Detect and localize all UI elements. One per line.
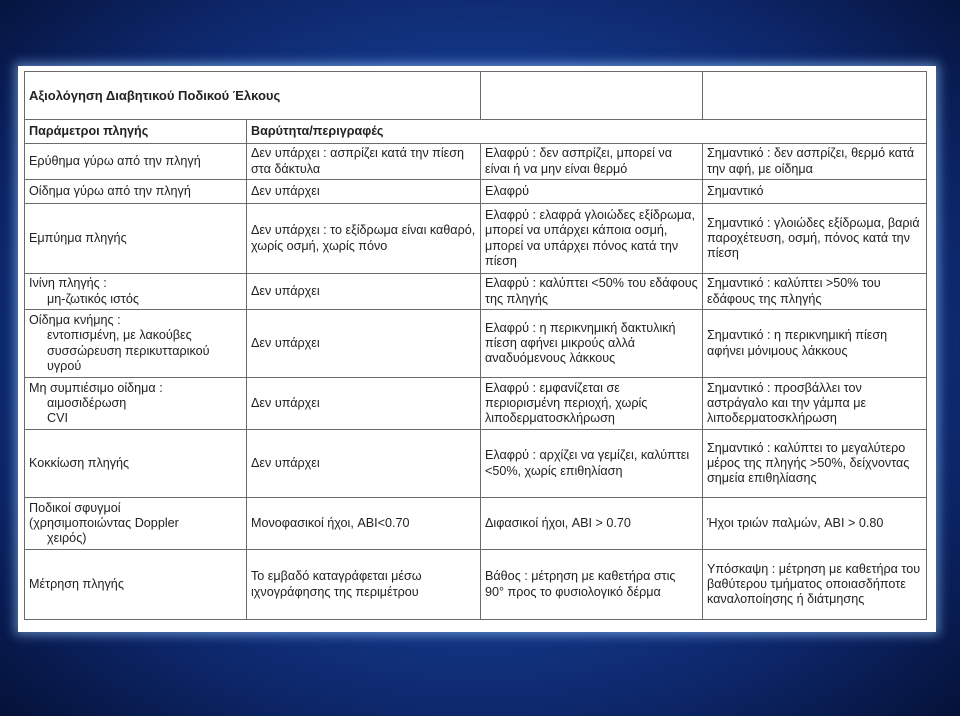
severity-none-cell: Δεν υπάρχει [247,274,481,310]
param-label: Ινίνη πληγής : [29,276,107,291]
param-label: Οίδημα γύρω από την πληγή [29,183,191,198]
param-cell [25,378,247,430]
severity-none-cell: Το εμβαδό καταγράφεται μέσω ιχνογράφησης της περιμέτρου [247,550,481,620]
header-row [25,120,927,144]
empty-cell [703,72,927,120]
assessment-table [24,71,927,620]
severity-significant-cell: Σημαντικό : προσβάλλει τον αστράγαλο και την γάμπα με λιποδερματοσκλήρωση [703,378,927,430]
table-row [25,180,927,204]
severity-mild-cell: Ελαφρύ : αρχίζει να γεμίζει, καλύπτει <50%, χωρίς επιθηλίαση [481,430,703,498]
param-label: Ερύθημα γύρω από την πληγή [29,153,201,168]
param-cell [25,430,247,498]
param-cell [25,550,247,620]
severity-significant-cell: Ήχοι τριών παλμών, ABI > 0.80 [703,498,927,550]
table-row [25,204,927,274]
header-severity: Βαρύτητα/περιγραφές [247,120,927,144]
param-cell [25,144,247,180]
severity-none-cell: Δεν υπάρχει [247,430,481,498]
param-cell [25,204,247,274]
param-label: Κοκκίωση πληγής [29,455,130,470]
severity-significant-cell: Σημαντικό : καλύπτει >50% του εδάφους της πληγής [703,274,927,310]
table-row [25,550,927,620]
severity-none-cell: Δεν υπάρχει : ασπρίζει κατά την πίεση στα δάκτυλα [247,144,481,180]
param-sublabel: (χρησιμοποιώντας Doppler [29,515,179,530]
severity-mild-cell: Ελαφρύ : εμφανίζεται σε περιορισμένη περιοχή, χωρίς λιποδερματοσκλήρωση [481,378,703,430]
param-label: Μη συμπιέσιμο οίδημα : [29,380,163,395]
severity-none-cell: Μονοφασικοί ήχοι, ABI<0.70 [247,498,481,550]
table-row [25,274,927,310]
table-row [25,310,927,378]
table-row [25,498,927,550]
param-sublabel: εντοπισμένη, με λακούβες συσσώρευση περικυτταρικού υγρού [47,328,210,373]
severity-significant-cell: Σημαντικό : δεν ασπρίζει, θερμό κατά την αφή, με οίδημα [703,144,927,180]
param-cell [25,180,247,204]
severity-mild-cell: Βάθος : μέτρηση με καθετήρα στις 90° προς το φυσιολογικό δέρμα [481,550,703,620]
param-sublabel: CVI [47,411,68,426]
param-sublabel: χειρός) [47,531,87,546]
severity-none-cell: Δεν υπάρχει [247,180,481,204]
param-label: Οίδημα κνήμης : [29,313,121,328]
param-label: Εμπύημα πληγής [29,230,127,245]
param-label: Μέτρηση πληγής [29,576,124,591]
empty-cell [481,72,703,120]
severity-significant-cell: Σημαντικό : καλύπτει το μεγαλύτερο μέρος της πληγής >50%, δείχνοντας σημεία επιθηλίασης [703,430,927,498]
severity-none-cell: Δεν υπάρχει : το εξίδρωμα είναι καθαρό, χωρίς οσμή, χωρίς πόνο [247,204,481,274]
table-row [25,378,927,430]
param-cell [25,498,247,550]
severity-significant-cell: Σημαντικό [703,180,927,204]
document-sheet [18,66,936,632]
table-row [25,430,927,498]
table-title: Αξιολόγηση Διαβητικού Ποδικού Έλκους [25,72,481,120]
param-label: Ποδικοί σφυγμοί [29,500,121,515]
severity-mild-cell: Ελαφρύ : καλύπτει <50% του εδάφους της πληγής [481,274,703,310]
title-row [25,72,927,120]
severity-significant-cell: Σημαντικό : η περικνημική πίεση αφήνει μόνιμους λάκκους [703,310,927,378]
param-cell [25,274,247,310]
header-parameters: Παράμετροι πληγής [25,120,247,144]
param-sublabel: μη-ζωτικός ιστός [47,291,139,306]
severity-mild-cell: Ελαφρύ : η περικνημική δακτυλική πίεση αφήνει μικρούς αλλά αναδυόμενους λάκκους [481,310,703,378]
severity-mild-cell: Διφασικοί ήχοι, ABI > 0.70 [481,498,703,550]
severity-significant-cell: Σημαντικό : γλοιώδες εξίδρωμα, βαριά παροχέτευση, οσμή, πόνος κατά την πίεση [703,204,927,274]
param-cell [25,310,247,378]
severity-mild-cell: Ελαφρύ : ελαφρά γλοιώδες εξίδρωμα, μπορεί να υπάρχει κάποια οσμή, μπορεί να υπάρχει πόνος κατά την πίεση [481,204,703,274]
severity-none-cell: Δεν υπάρχει [247,310,481,378]
severity-significant-cell: Υπόσκαψη : μέτρηση με καθετήρα του βαθύτερου τμήματος οποιασδήποτε καναλοποίησης ή διάτμησης [703,550,927,620]
table-row [25,144,927,180]
severity-mild-cell: Ελαφρύ [481,180,703,204]
severity-none-cell: Δεν υπάρχει [247,378,481,430]
param-sublabel: αιμοσιδέρωση [47,395,127,410]
severity-mild-cell: Ελαφρύ : δεν ασπρίζει, μπορεί να είναι ή να μην είναι θερμό [481,144,703,180]
